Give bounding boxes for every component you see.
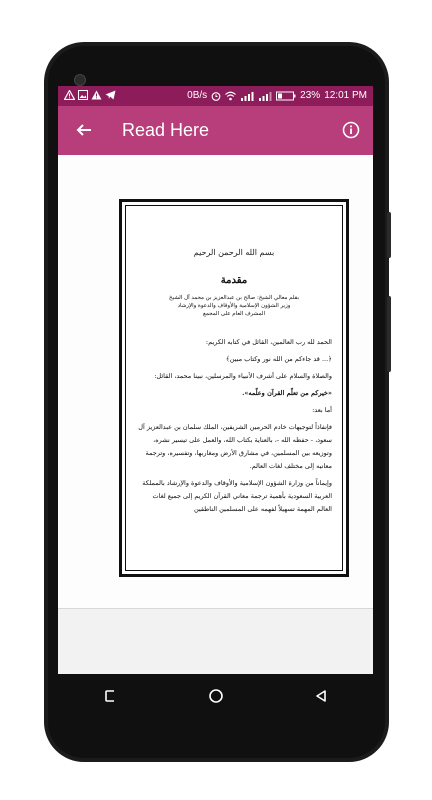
page-title: Read Here: [122, 120, 210, 140]
notification-icons: [64, 90, 116, 100]
front-camera: [74, 74, 86, 86]
system-nav-bar: [58, 674, 373, 718]
warning-icon: [64, 90, 75, 100]
back-triangle-icon: [314, 689, 328, 703]
clock: 12:01 PM: [324, 90, 367, 101]
info-icon: [342, 121, 360, 139]
byline: [136, 294, 332, 318]
spacer: [136, 318, 332, 332]
page-heading: مقدمة: [220, 275, 248, 286]
alarm-icon: [211, 91, 221, 101]
document-page[interactable]: [119, 199, 349, 577]
wifi-icon: [225, 91, 236, 101]
battery-percent: 23%: [300, 90, 321, 101]
back-button[interactable]: [70, 116, 98, 144]
byline-line: وزير الشؤون الإسلامية والأوقاف والدعوة والإرشاد: [177, 303, 291, 309]
screen: [58, 86, 373, 674]
warning-icon-2: [91, 90, 102, 100]
system-icons: [187, 90, 367, 101]
bottom-panel: [58, 608, 373, 674]
nav-back-button[interactable]: [301, 676, 341, 716]
home-icon: [208, 688, 224, 704]
image-icon: [78, 90, 88, 100]
telegram-icon: [105, 90, 116, 100]
app-bar: [58, 106, 373, 155]
quran-verse: ﴿... قد جاءكم من الله نور وكتاب مبين﴾: [225, 355, 332, 363]
byline-line: بقلم معالي الشيخ: صالح بن عبدالعزيز بن محمد آل الشيخ: [169, 295, 299, 301]
info-button[interactable]: [337, 116, 365, 144]
side-button-upper: [387, 212, 391, 258]
basmala: بسم الله الرحمن الرحيم: [193, 248, 275, 257]
home-button[interactable]: [196, 676, 236, 716]
document-page-inner: [125, 205, 343, 571]
signal-icon-2: [258, 91, 272, 101]
byline-line: المشرف العام على المجمع: [203, 311, 265, 317]
paragraph: والصلاة والسلام على أشرف الأنبياء والمرسلين، نبينا محمد، القائل:: [154, 372, 332, 380]
paragraph: وإيماناً من وزارة الشؤون الإسلامية والأوقاف والدعوة والإرشاد بالمملكة العربية السعودية بأهمية ترجمة معاني القرآن الكريم إلى جميع لغات العالم المهمة تسهيلاً لفهمه على المسلمين الناطقين: [142, 479, 332, 513]
arrow-back-icon: [76, 122, 92, 138]
net-speed: 0B/s: [187, 90, 208, 101]
recents-button[interactable]: [91, 676, 131, 716]
paragraph: فإنفاذاً لتوجيهات خادم الحرمين الشريفين، الملك سلمان بن عبدالعزيز آل سعود، - حفظه الله -، بالعناية بكتاب الله، والعمل على تيسير نشره، وتوزيعه بين المسلمين، في مشارق الأرض ومغاربها، وتفسيره، وترجمة معانيه إلى مختلف لغات العالم.: [138, 423, 332, 470]
paragraph: الحمد لله رب العالمين، القائل في كتابه الكريم:: [205, 338, 332, 346]
recents-icon: [104, 689, 118, 703]
status-bar: [58, 86, 373, 106]
paragraph: أما بعد:: [312, 406, 332, 414]
hadith-quote: «خيركم من تعلّم القرآن وعلّمه».: [242, 389, 332, 397]
battery-icon: [276, 91, 296, 101]
signal-icon: [240, 91, 254, 101]
side-button-lower: [387, 296, 391, 372]
